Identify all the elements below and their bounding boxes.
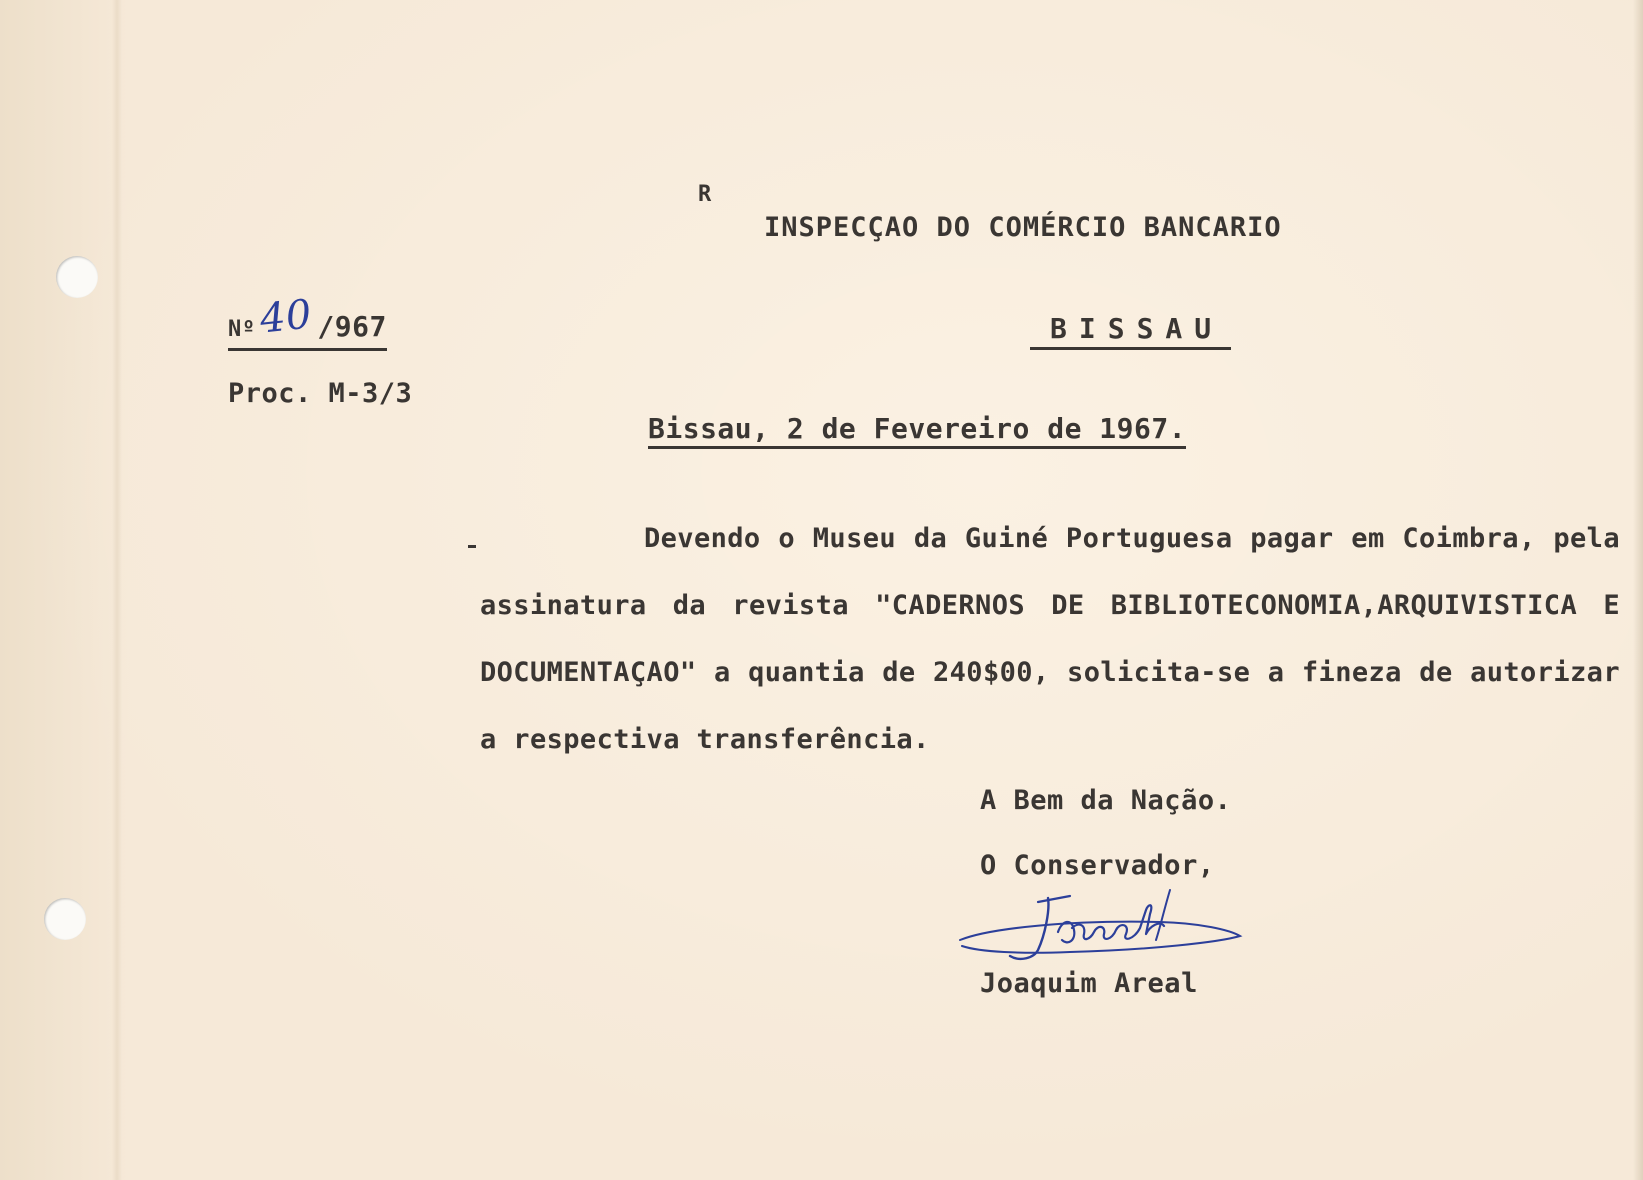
punch-hole-top <box>56 256 98 298</box>
stray-mark: R <box>698 182 712 207</box>
handwritten-signature <box>950 880 1260 980</box>
institution-heading: INSPECÇAO DO COMÉRCIO BANCARIO <box>764 212 1282 243</box>
punch-hole-bottom <box>44 898 86 940</box>
binding-fold <box>112 0 122 1180</box>
letter-date: Bissau, 2 de Fevereiro de 1967. <box>648 412 1186 449</box>
handwritten-number: 40 <box>257 291 314 343</box>
city-heading: BISSAU <box>1030 312 1231 350</box>
closing-salutation: A Bem da Nação. <box>980 785 1232 816</box>
signer-name: Joaquim Areal <box>980 968 1198 999</box>
reference-number <box>228 291 387 351</box>
signer-role: O Conservador, <box>980 850 1215 881</box>
reference-year: /967 <box>317 310 387 343</box>
letter-body <box>480 505 1620 773</box>
margin-dash <box>468 545 476 548</box>
letter-body-text: Devendo o Museu da Guiné Portuguesa pagar em Coimbra, pela assinatura da revista "CADERNOS DE BIBLIOTECONOMIA,ARQUIVISTICA E DOCUMENTAÇAO" a quantia de 240$00, solicita-se a fineza de autorizar a respectiva transferência. <box>480 523 1620 755</box>
page-edge <box>1633 0 1643 1180</box>
reference-prefix: Nº <box>228 317 256 342</box>
process-number: Proc. M-3/3 <box>228 378 413 409</box>
